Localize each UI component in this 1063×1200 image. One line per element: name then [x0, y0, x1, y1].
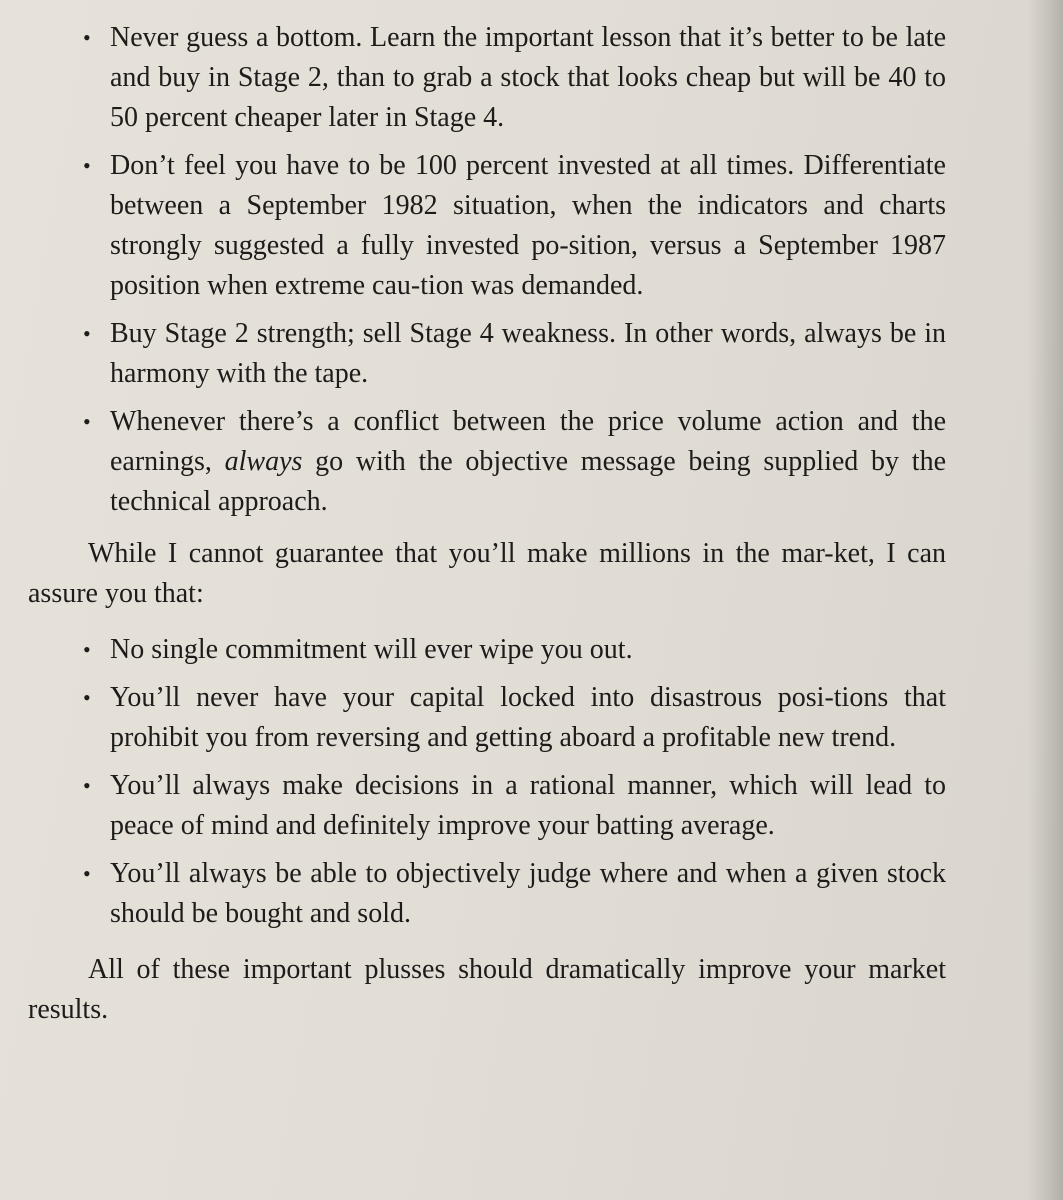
bullet-text: You’ll always be able to objectively judge where and when a given stock should be bought and sold. [110, 858, 946, 929]
bullet-dot-icon: • [83, 861, 91, 886]
bullet-item [28, 314, 946, 394]
paragraph-conclusion: All of these important plusses should dramatically improve your market results. [28, 954, 946, 1025]
paragraph-assurance: While I cannot guarantee that you’ll make millions in the mar-ket, I can assure you that: [28, 538, 946, 609]
bullet-text: Never guess a bottom. Learn the important lesson that it’s better to be late and buy in Stage 2, than to grab a stock that looks cheap but will be 40 to 50 percent cheaper later in Stage 4. [110, 22, 946, 133]
bullet-emphasis: always [224, 446, 303, 477]
bullet-dot-icon: • [83, 153, 91, 178]
bullet-dot-icon: • [83, 25, 91, 50]
bullet-text-before: Whenever there’s a conflict between the price volume action and the earnings, [110, 406, 946, 477]
bullet-item [28, 766, 946, 846]
bullet-item [28, 678, 946, 758]
bullet-item [28, 402, 946, 522]
bullet-text: No single commitment will ever wipe you out. [110, 634, 633, 665]
bullet-item [28, 146, 946, 306]
bullet-dot-icon: • [83, 773, 91, 798]
bullet-text: You’ll never have your capital locked into disastrous posi-tions that prohibit you from reversing and getting aboard a profitable new trend. [110, 682, 946, 753]
page-edge-shadow [1027, 0, 1063, 1200]
bullet-list-assurances [28, 630, 946, 934]
page-text [28, 18, 946, 1046]
bullet-item [28, 18, 946, 138]
bullet-text: Buy Stage 2 strength; sell Stage 4 weakness. In other words, always be in harmony with the tape. [110, 318, 946, 389]
bullet-item [28, 630, 946, 670]
bullet-dot-icon: • [83, 321, 91, 346]
bullet-dot-icon: • [83, 637, 91, 662]
bullet-list-rules [28, 18, 946, 522]
bullet-text-after: go with the objective message being supplied by the technical approach. [110, 446, 947, 517]
bullet-text: Don’t feel you have to be 100 percent invested at all times. Differentiate between a September 1982 situation, when the indicators and charts strongly suggested a fully invested po-sition, versus a September 1987 position when extreme cau-tion was demanded. [110, 150, 946, 301]
bullet-dot-icon: • [83, 409, 91, 434]
bullet-item [28, 854, 946, 934]
bullet-text: You’ll always make decisions in a rational manner, which will lead to peace of mind and definitely improve your batting average. [110, 770, 946, 841]
bullet-dot-icon: • [83, 685, 91, 710]
